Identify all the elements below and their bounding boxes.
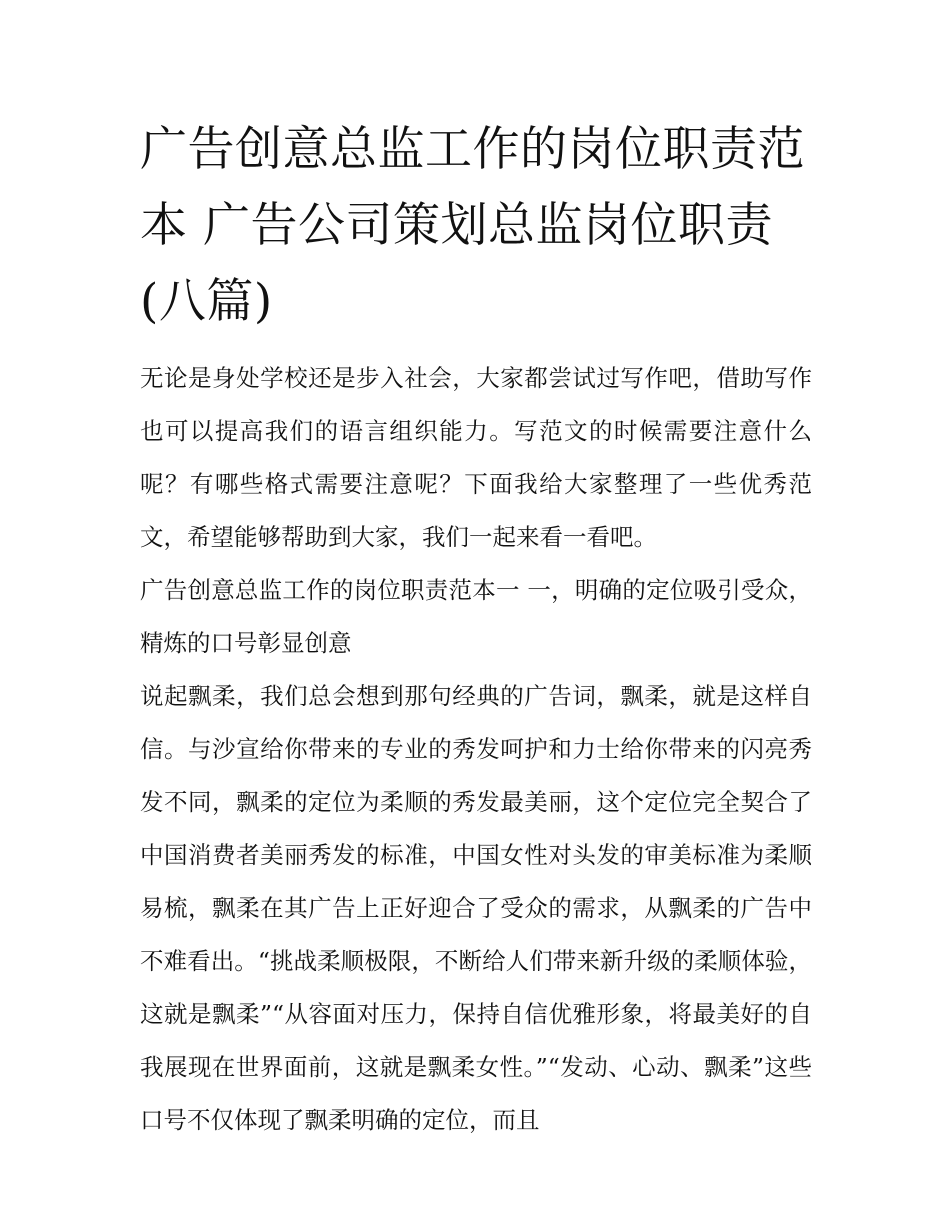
document-body (140, 352, 812, 1147)
paragraph-section-heading: 广告创意总监工作的岗位职责范本一 一，明确的定位吸引受众，精炼的口号彰显创意 (140, 576, 812, 657)
document-title: 广告创意总监工作的岗位职责范本 广告公司策划总监岗位职责(八篇) (140, 122, 805, 329)
paragraph-intro: 无论是身处学校还是步入社会，大家都尝试过写作吧，借助写作也可以提高我们的语言组织能力。写范文的时候需要注意什么呢？有哪些格式需要注意呢？下面我给大家整理了一些优秀范文，希望能够帮助到大家，我们一起来看一看吧。 (140, 364, 812, 551)
paragraph-body: 说起飘柔，我们总会想到那句经典的广告词，飘柔，就是这样自信。与沙宣给你带来的专业的秀发呵护和力士给你带来的闪亮秀发不同，飘柔的定位为柔顺的秀发最美丽，这个定位完全契合了中国消费者美丽秀发的标准，中国女性对头发的审美标准为柔顺易梳，飘柔在其广告上正好迎合了受众的需求，从飘柔的广告中不难看出。“挑战柔顺极限，不断给人们带来新升级的柔顺体验，这就是飘柔”“从容面对压力，保持自信优雅形象，将最美好的自我展现在世界面前，这就是飘柔女性。”“发动、心动、飘柔”这些口号不仅体现了飘柔明确的定位，而且 (140, 682, 812, 1134)
document-page (140, 112, 812, 1147)
